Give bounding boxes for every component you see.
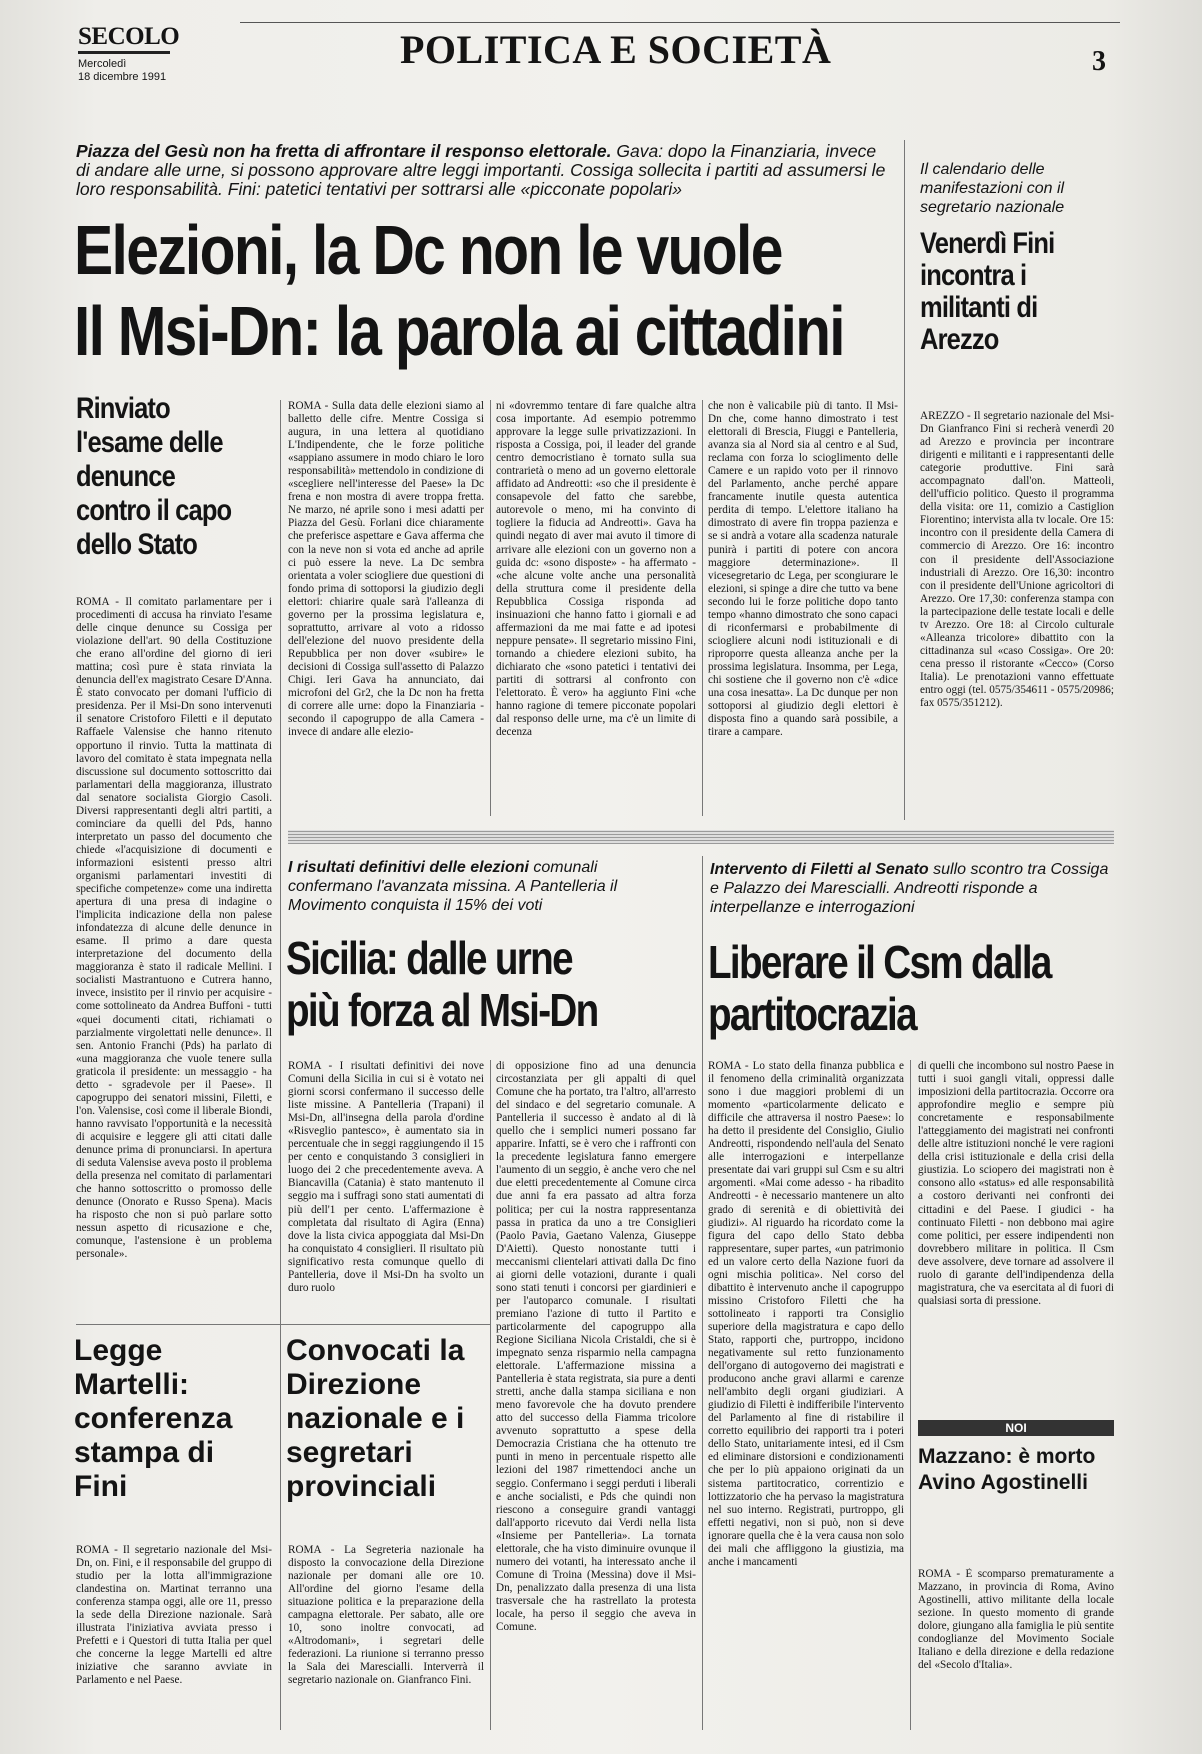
calendar-kicker: Il calendario delle manifestazioni con il segretario nazionale [920,161,1065,216]
convocati-headline: Convocati la Direzione nazionale e i segretari provinciali [286,1334,465,1503]
sicilia-headline: Sicilia: dalle urne più forza al Msi-Dn [286,932,598,1036]
noi-body: ROMA - È scomparso prematuramente a Mazzano, in provincia di Roma, Avino Agostinelli, attivo militante della locale sezione. In questo momento di grande dolore, giungano alla famiglia le più sentite condoglianze del Movimento Sociale Italiano e della direzione e della redazione del «Secolo d'Italia». [918,1568,1114,1672]
sicilia-body-col2: di opposizione fino ad una denuncia circostanziata per gli appalti di quel Comune che ha portato, tra l'altro, all'arresto del sindaco e del segretario comunale. A Pantelleria il successo è andato al di là quello che i semplici numeri possano far apparire. Infatti, se è vero che i raffronti con la precedente legislatura fanno emergere l'aumento di un seggio, è anche vero che nel due eletti precedentemente al Comune circa due anni fa era passato ad altra forza politica; per cui la nostra rappresentanza passa in pratica da uno a tre Consiglieri (Paolo Pavia, Gaetano Valenza, Giuseppe D'Aietti). Questo nonostante tutti i meccanismi clientelari attivati dalla Dc fino ai giorni delle votazioni, durante i quali sono stati tenuti i concorsi per giardinieri e per l'autoparco comunale. I risultati premiano l'azione di tutto il Partito e particolarmente del capogruppo alla Regione Siciliana Nicola Cristaldi, che si è impegnato senza risparmio nella campagna elettorale. L'affermazione missina a Pantelleria è stata registrata, sia pure a denti stretti, anche dalla stampa siciliana e non meno favorevole che ha dovuto prendere atto del successo della Fiamma tricolore avvenuto soprattutto a spese della Democrazia Cristiana che ha ottenuto tre punti in meno in percentuale rispetto alle lezioni del 1987 rimettendoci anche un seggio. Confermano i seggi perduti i liberali e anche socialisti, e Pds che quindi non riescono a conseguire grandi vantaggi dall'apporto ricevuto dai Verdi nella lista «Insieme per Pantelleria». La tornata elettorale, che ha visto diminuire ovunque il numero dei votanti, ha interessato anche il Comune di Troina (Messina) dove il Msi-Dn, penalizzato dalla presenza di una lista trasversale che ha rastrellato la protesta locale, ha perso il seggio che aveva in Comune. [496,1060,696,1634]
noi-headline: Mazzano: è morto Avino Agostinelli [918,1445,1096,1494]
lead-kicker-text: Gava: dopo la Finanziaria, invece di andare alle urne, si possono approvare altre leggi importanti. Cossiga sollecita i partiti ad assumersi le loro responsabilità. Fini: patetici tentativi per sottrarsi alle «picconate popolari» [76,141,886,199]
convocati-top-rule [280,1324,490,1325]
issue-date [78,58,166,84]
sicilia-kicker [288,858,618,915]
csm-headline: Liberare il Csm dalla partitocrazia [708,936,1051,1040]
column-rule-1 [280,400,281,1730]
rinviato-headline: Rinviato l'esame delle denunce contro il capo dello Stato [76,392,232,561]
header-rule [240,22,1120,23]
separator-band [288,830,1114,844]
page-number: 3 [1092,46,1106,77]
noi-label: NOI [918,1420,1114,1436]
lead-kicker [76,142,886,199]
logo-underline [78,51,170,54]
issue-full-date: 18 dicembre 1991 [78,71,167,83]
sicilia-kicker-text: comunali confermano l'avanzata missina. A Pantelleria il Movimento conquista il 15% dei voti [288,859,618,914]
calendar-body: AREZZO - Il segretario nazionale del Msi-Dn Gianfranco Fini si recherà venerdì 20 ad Arezzo e provincia per incontrare dirigenti e militanti e i rappresentanti delle categorie produttive. Fini sarà accompagnato dall'on. Matteoli, dell'ufficio politico. Questo il programma della visita: ore 11, comizio a Castiglion Fiorentino; intervista alla tv locale. Ore 15: incontro con il presidente della Camera di commercio di Arezzo. Ore 16: incontro con il presidente dell'Associazione industriali di Arezzo. Ore 16,30: incontro con il presidente dell'Unione agricoltori di Arezzo. Ore 17,30: conferenza stampa con la partecipazione delle testate locali e delle tv Arezzo. Ore 18: al Circolo culturale «Alleanza tricolore» dibattito con la cittadinanza sul «caso Cossiga». Ore 20: cena presso il ristorante «Cecco» (Corso Italia). Le prenotazioni vanno effettuate entro oggi (tel. 0575/354611 - 0575/20986; fax 0575/351212). [920,410,1114,710]
lead-headline-line1: Elezioni, la Dc non le vuole [74,211,782,289]
lead-body-col3: che non è valicabile più di tanto. Il Msi-Dn che, come hanno dimostrato i test elettorali di Brescia, Fiuggi e Pantelleria, avanza sia al Nord sia al centro e al Sud, reclama con forza lo scioglimento delle Camere e un rapido voto per il rinnovo del Parlamento, anche perché appare francamente inutile questa autentica perdita di tempo. L'elettore italiano ha dimostrato di avere fin troppa pazienza e se si andrà a votare alla scadenza naturale punirà i partiti di potere con ancora maggiore determinazione». Il vicesegretario dc Lega, per scongiurare le elezioni, si spinge a dire che tutto va bene secondo lui le forze politiche dopo tanto tempo «hanno dimostrato che sono capaci di riconfermarsi e probabilmente di sciogliere alcuni nodi istituzionali e di riproporre questa alleanza anche per la prossima legislatura. Insomma, per Lega, chi sostiene che il governo non c'è «dice una cosa inesatta». La Dc dunque per non sottoporsi al giudizio degli elettori è disposta fino a quando sarà possibile, a tirare a campare. [708,400,898,739]
section-title: POLITICA E SOCIETÀ [400,27,832,72]
lead-rule-3 [702,400,703,816]
csm-body-col1: ROMA - Lo stato della finanza pubblica e il fenomeno della criminalità organizzata sono i due maggiori problemi di un momento «particolarmente delicato e difficile che attraversa il nostro Paese»: lo ha detto il presidente del Consiglio, Giulio Andreotti, rispondendo nell'aula del Senato alle interrogazioni e interpellanze presentate dai vari gruppi sul Csm e su altri argomenti. «Mai come adesso - ha ribadito Andreotti - è necessario mantenere un alto grado di serenità e di obiettività dei giudizi». Al riguardo ha ricordato come la figura del capo dello Stato debba rappresentare, super partes, «un patrimonio ed un valore certo della Nazione fuori da ogni mischia politica». Nel corso del dibattito è intervenuto anche il capogruppo missino Cristoforo Filetti che ha sottolineato i rapporti tra Consiglio superiore della magistratura e capo dello Stato, rapporti che, purtroppo, incidono negativamente sul retto funzionamento dell'organo di autogoverno dei magistrati e producono anche gravi allarmi e carenze nell'ambito degli organi giudiziari. A giudizio di Filetti è indifferibile l'intervento del Parlamento al fine di ristabilire il corretto equilibrio dei rapporti tra i poteri dello Stato, unitariamente intesi, ed il Csm ed eliminare distorsioni e condizionamenti che per lo più appaiono originati da un sistema partitocratico, correntizio e lottizzatorio che ha pervaso la magistratura nel suo interno. Registrati, purtroppo, gli effetti negativi, non si può, non si deve ignorare quella che è la vera causa non solo dei mali che affliggono la giustizia, ma anche i mancamenti [708,1060,904,1568]
issue-day: Mercoledì [78,58,127,70]
rinviato-body: ROMA - Il comitato parlamentare per i procedimenti di accusa ha rinviato l'esame delle cinque denunce su Cossiga per violazione dell'art. 90 della Costituzione che erano all'ordine del giorno di ieri mattina; così pure è stata rinviata la denuncia dell'ex magistrato Cesare D'Anna. È stato convocato per domani l'ufficio di presidenza. Per il Msi-Dn sono intervenuti il senatore Cristoforo Filetti e il deputato Raffaele Valensise che hanno ritenuto opportuno il rinvio. Tutta la mattinata di lavoro del comitato è stata impegnata nella discussione sul documento sottoscritto dai parlamentari della maggioranza, illustrato dal senatore socialista Giorgio Casoli. Diversi rappresentanti degli altri partiti, a cominciare da quelli del Pds, hanno interpretato un passo del documento che chiede «l'acquisizione di documenti e informazioni esistenti presso altri organismi parlamentari investiti di specifiche competenze» come una indiretta apertura di una presa di indagine o l'implicita indicazione della non palese infondatezza di alcune delle denunce in esame. Il primo a dare questa interpretazione del documento della maggioranza è stato il radicale Mellini. I socialisti Mastrantuono e Cutrera hanno, invece, insistito per il rinvio per acquisire - come sottolineato da Andrea Buffoni - tutti «quei documenti citati, richiamati o parzialmente virgolettati nelle denunce». Il sen. Antonio Franchi (Pds) ha parlato di «una maggioranza che vuole tenere sulla graticola il presidente: un messaggio - ha detto - sgradevole per il Paese». Il capogruppo dei senatori missini, Filetti, e l'on. Valensise, così come il liberale Biondi, hanno ravvisato l'opportunità e la necessità di acquisire e leggere gli atti citati dalle denunce prima di pronunciarsi. In apertura di seduta Valensise aveva posto il problema della presenza nel comitato di parlamentari che hanno sottoscritto o promosso delle denunce (Onorato e Russo Spena). Macis ha risposto che non si può parlare sotto nessun aspetto di ricusazione e che, comunque, l'astensione è un problema personale». [76,596,272,1261]
sicilia-body-col1: ROMA - I risultati definitivi dei nove Comuni della Sicilia in cui si è votato nei giorni scorsi confermano il successo delle liste missine. A Pantelleria (Trapani) il Msi-Dn, all'insegna della parola d'ordine «Risveglio pantesco», è aumentato sia in percentuale che in seggi raggiungendo il 15 per cento e conquistando 3 consiglieri in luogo dei 2 che precedentemente aveva. A Biancavilla (Catania) è stato mantenuto il seggio ma i suffragi sono stati aumentati di più dell'1 per cento. L'affermazione è completata dal risultato di Agira (Enna) dove la lista civica appoggiata dal Msi-Dn ha conquistato 4 consiglieri. Il risultato più significativo resta comunque quello di Pantelleria, dove il Msi-Dn ha svolto un duro ruolo [288,1060,484,1294]
calendar-divider [904,140,905,820]
calendar-headline: Venerdì Fini incontra i militanti di Arezzo [920,227,1055,356]
lead-body-col2: ni «dovremmo tentare di fare qualche altra cosa importante. Ad esempio potremmo approvare la legge sulle privatizzazioni. In risposta a Cossiga, poi, il leader del grande centro democristiano è tornato sulla sua contrarietà o meno ad un governo elettorale affidato ad Andreotti: «so che il presidente è consapevole del fatto che sarebbe, autorevole o meno, mi ha convinto di togliere la fiducia ad Andreotti». Gava ha quindi negato di aver mai avuto il timore di arrivare alle elezioni con un governo non a guida dc: «sono disposte» - ha affermato - «che alcune volte anche una personalità della struttura come il presidente della Repubblica Cossiga risponda ad insinuazioni che hanno fatto i giornali e ad affermazioni da me mai fatte e ad ipotesi neppure pensate». Il segretario missino Fini, tornando a chiedere elezioni subito, ha dichiarato che «sono patetici i tentativi dei partiti di sottrarsi al confronto con l'elettorato. È vero» ha aggiunto Fini «che hanno ragione di temere picconate popolari dal responso delle urne, ma c'è un limite di decenza [496,400,696,739]
csm-divider [702,856,703,1730]
legge-headline: Legge Martelli: conferenza stampa di Fini [74,1334,233,1503]
csm-body-col2: di quelli che incombono sul nostro Paese in tutti i suoi gangli vitali, oppressi dalle imposizioni della partitocrazia. Occorre ora approfondire meglio e sempre più concretamente e responsabilmente l'atteggiamento dei magistrati nei confronti delle altre istituzioni nonché le vere ragioni della crisi istituzionale e della crisi della giustizia. Lo sciopero dei magistrati non è consono allo «status» ed alle responsabilità a costoro derivanti nei confronti dei cittadini e del Paese. I giudici - ha continuato Filetti - non debbono mai agire come politici, per essere indipendenti non dovrebbero militare in politica. Il Csm deve assolvere, deve tornare ad assolvere il ruolo di garante dell'indipendenza della magistratura, che va esercitata al di fuori di qualsiasi sorta di pressione. [918,1060,1114,1307]
sicilia-rule [490,1060,491,1730]
lead-kicker-bold: Piazza del Gesù non ha fretta di affrontare il responso elettorale. [76,141,612,161]
csm-kicker-bold: Intervento di Filetti al Senato [710,861,929,878]
csm-kicker [710,860,1110,917]
convocati-body: ROMA - La Segreteria nazionale ha disposto la convocazione della Direzione nazionale per domani alle ore 10. All'ordine del giorno l'esame della situazione politica e la preparazione della campagna elettorale. Per sabato, alle ore 10, sono inoltre convocati, ad «Altrodomani», i segretari delle federazioni. La riunione si terranno presso la Sala dei Marescialli. Interverrà il segretario nazionale on. Gianfranco Fini. [288,1544,484,1687]
sicilia-kicker-bold: I risultati definitivi delle elezioni [288,859,529,876]
newspaper-logo: SECOLO [78,23,180,50]
legge-top-rule [76,1324,280,1325]
lead-rule-2 [490,400,491,816]
lead-body-col1: ROMA - Sulla data delle elezioni siamo al balletto delle cifre. Mentre Cossiga si augura, in una lettera al quotidiano L'Indipendente, che le forze politiche «sappiano assumere in modo chiaro le loro responsabilità» mettendolo in condizione di «scegliere nell'interesse del Paese» la Dc frena e non mostra di avere troppa fretta. Ne marzo, né aprile sono i mesi adatti per Piazza del Gesù. Forlani dice chiaramente che preferisce aspettare e Gava afferma che con la neve non si vota ed anche ad aprile ci può essere la neve. La Dc sembra orientata a voler sciogliere due questioni di fondo prima di sottoporsi la giudizio degli elettori: chiarire quale sarà l'alleanza di governo per la prossima legislatura e, soprattutto, arrivare al voto a ridosso dell'elezione del nuovo presidente della Repubblica per non dover «subire» le decisioni di Cossiga sull'assetto di Palazzo Chigi. Ieri Gava ha annunciato, dai microfoni del Gr2, che la Dc non ha fretta di correre alle urne: dopo la Finanziaria - secondo il capogruppo de alla Camera - invece di andare alle elezio- [288,400,484,739]
legge-body: ROMA - Il segretario nazionale del Msi-Dn, on. Fini, e il responsabile del gruppo di studio per la lotta all'immigrazione clandestina on. Martinat terranno una conferenza stampa oggi, alle ore 11, presso la sede della Direzione nazionale. Sarà illustrata l'iniziativa avviata presso i Prefetti e i Questori di tutta Italia per quel che concerne la legge Martelli ed altre iniziative che saranno avviate in Parlamento e nel Paese. [76,1544,272,1687]
lead-headline-line2: Il Msi-Dn: la parola ai cittadini [74,292,844,370]
csm-kicker-text: sullo scontro tra Cossiga e Palazzo dei Marescialli. Andreotti risponde a interpellanze e interrogazioni [710,861,1109,916]
csm-rule [910,1060,911,1730]
